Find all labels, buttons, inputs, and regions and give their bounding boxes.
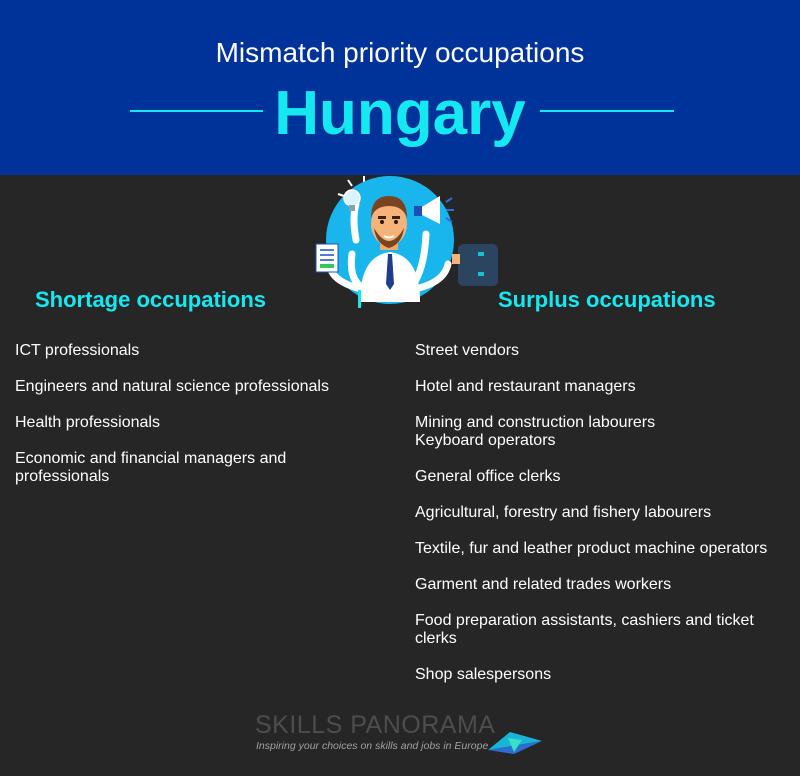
list-item: Hotel and restaurant managers — [415, 378, 636, 395]
list-item: Street vendors — [415, 342, 520, 359]
shortage-heading: Shortage occupations — [35, 287, 267, 312]
shortage-list — [15, 342, 360, 504]
list-item: Health professionals — [15, 414, 160, 431]
brand-logo-text: SKILLS PANORAMA — [255, 711, 496, 739]
list-item: Shop salespersons — [415, 666, 552, 683]
skills-panorama-arrow-icon — [488, 728, 542, 754]
surplus-list — [415, 342, 798, 702]
list-item: ICT professionals — [15, 342, 140, 359]
list-item: Engineers and natural science professionals — [15, 378, 329, 395]
page-title: Hungary — [274, 79, 526, 148]
multitasking-worker-icon — [308, 172, 508, 312]
list-item: Agricultural, forestry and fishery labourers — [415, 504, 712, 521]
list-item: Economic and financial managers and professionals — [15, 450, 287, 485]
list-item: Textile, fur and leather product machine operators — [415, 540, 768, 557]
brand-tagline: Inspiring your choices on skills and jobs in Europe — [256, 740, 489, 752]
list-item: Garment and related trades workers — [415, 576, 672, 593]
pen-icon — [358, 290, 361, 308]
list-item: Mining and construction labourers Keyboard operators — [415, 414, 656, 449]
title-rule-right — [540, 110, 674, 112]
list-item: General office clerks — [415, 468, 561, 485]
list-item: Food preparation assistants, cashiers and ticket clerks — [415, 612, 754, 647]
briefcase-icon — [452, 244, 498, 286]
page-subtitle: Mismatch priority occupations — [215, 37, 585, 68]
surplus-heading: Surplus occupations — [498, 287, 716, 312]
header-banner — [0, 0, 800, 175]
document-icon — [316, 244, 338, 272]
